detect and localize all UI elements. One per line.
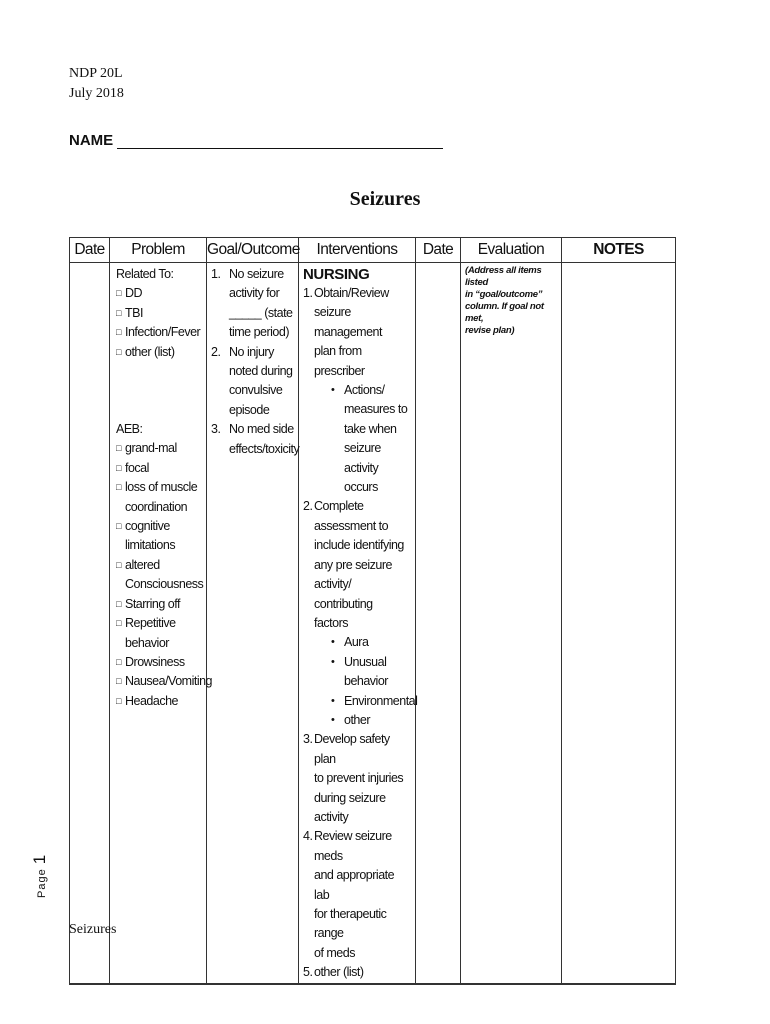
bullet-item: [331, 711, 411, 730]
name-label: NAME: [69, 132, 114, 149]
evaluation-cell[interactable]: [461, 263, 562, 984]
aeb-checkbox-item: □ Repetitive: [116, 614, 206, 633]
step-number: 2.: [303, 499, 313, 514]
evaluation-note-line: (Address all items listed: [465, 265, 542, 288]
step-text: [314, 284, 411, 381]
evaluation-note: [461, 263, 561, 337]
aeb-checkbox-item: □ Starring off: [116, 595, 206, 614]
evaluation-note-line: revise plan): [465, 325, 515, 336]
step-number: 3.: [303, 732, 313, 747]
bullet-line: occurs: [344, 480, 378, 495]
care-plan-table: [69, 237, 676, 985]
step-line: for therapeutic range: [314, 907, 387, 941]
bullet-line: seizure activity: [344, 441, 381, 475]
goal-line: No med side: [229, 422, 294, 437]
related-to-label: Related To:: [116, 267, 174, 281]
spacer: [116, 362, 206, 420]
goal-content: [207, 263, 298, 459]
problem-content: [110, 263, 213, 711]
document-date: July 2018: [69, 86, 124, 101]
bullet-list: [303, 381, 411, 497]
step-line: Review seizure meds: [314, 829, 392, 863]
nursing-heading: NURSING: [303, 266, 370, 283]
goal-item: [211, 343, 294, 421]
aeb-checkbox-item: □ grand-mal: [116, 439, 206, 458]
bullet-item: [331, 692, 418, 711]
table-header-row: [70, 238, 676, 263]
name-row: [69, 132, 443, 149]
course-code: NDP 20L: [69, 66, 123, 81]
goal-item: [211, 420, 300, 459]
notes-cell[interactable]: [562, 263, 676, 984]
goal-text: [229, 420, 299, 459]
aeb-checkbox-item: □ cognitive: [116, 517, 206, 536]
aeb-item-continued: limitations: [125, 538, 176, 553]
aeb-item-continued: behavior: [125, 635, 169, 650]
goal-number: 1.: [211, 267, 221, 281]
step-line: Complete: [314, 499, 364, 514]
bullet-line: • Actions/: [344, 383, 385, 398]
evaluation-note-line: in “goal/outcome”: [465, 289, 543, 300]
intervention-step: [303, 497, 411, 633]
intervention-step: [303, 963, 411, 982]
column-header-problem: Problem: [110, 238, 207, 263]
goal-line: No injury: [229, 344, 274, 359]
intervention-step: [303, 730, 411, 827]
goal-line: activity for: [229, 286, 280, 301]
page-number-mark: [30, 854, 50, 898]
step-line: during seizure activity: [314, 790, 386, 824]
step-line: assessment to: [314, 518, 389, 533]
column-header-date-2: Date: [416, 238, 461, 263]
document-header: [69, 64, 124, 104]
page-title: Seizures: [349, 188, 421, 210]
bullet-line: take when: [344, 421, 397, 436]
step-line: Obtain/Review: [314, 286, 389, 300]
column-header-evaluation: Evaluation: [461, 238, 562, 263]
goal-line: _____ (state: [229, 305, 293, 320]
step-text: [314, 730, 411, 827]
bullet-item: [331, 653, 411, 692]
column-header-goal: Goal/Outcome: [207, 238, 299, 263]
step-number: 1.: [303, 286, 313, 300]
step-line: and appropriate lab: [314, 868, 395, 902]
date-cell[interactable]: [70, 263, 110, 984]
step-line: Develop safety plan: [314, 732, 390, 766]
step-number: 5.: [303, 965, 313, 980]
step-line: to prevent injuries: [314, 771, 404, 786]
step-line: any pre seizure: [314, 557, 392, 572]
step-number: 4.: [303, 829, 313, 844]
intervention-step: [303, 284, 411, 381]
goal-cell: [207, 263, 299, 984]
aeb-item-continued: coordination: [125, 499, 188, 514]
interventions-cell: [299, 263, 416, 984]
column-header-interventions: Interventions: [299, 238, 416, 263]
column-header-notes: NOTES: [562, 238, 676, 263]
goal-line: No seizure: [229, 267, 284, 281]
bullet-line: • Aura: [344, 635, 369, 650]
goal-line: noted during: [229, 364, 293, 379]
bullet-line: • Environmental: [344, 693, 418, 708]
bullet-line: measures to: [344, 402, 408, 417]
step-text: [314, 497, 411, 633]
intervention-step: [303, 827, 411, 963]
bullet-line: behavior: [344, 674, 388, 689]
goal-text: [229, 343, 293, 421]
interventions-content: [299, 263, 418, 983]
aeb-checkbox-item: □ Headache: [116, 692, 206, 711]
step-line: factors: [314, 615, 349, 630]
problem-checkbox-item: □ other (list): [116, 343, 206, 362]
footer-title: Seizures: [69, 922, 117, 937]
problem-checkbox-item: □ TBI: [116, 304, 206, 323]
bullet-list: [303, 633, 418, 730]
step-line: plan from prescriber: [314, 344, 365, 378]
step-line: other (list): [314, 965, 364, 980]
aeb-label: AEB:: [116, 422, 143, 437]
goal-line: time period): [229, 325, 289, 340]
step-line: of meds: [314, 945, 355, 960]
goal-line: episode: [229, 402, 270, 417]
aeb-checkbox-item: □ Nausea/Vomiting: [116, 672, 206, 691]
goal-number: 2.: [211, 344, 221, 359]
page-number: 1: [30, 853, 49, 865]
aeb-checkbox-item: □ focal: [116, 459, 206, 478]
step-text: [314, 963, 364, 982]
aeb-checkbox-item: □ altered: [116, 556, 206, 575]
bullet-line: • Unusual: [344, 654, 387, 669]
step-line: include identifying: [314, 538, 404, 553]
goal-number: 3.: [211, 422, 221, 437]
page-label: Page: [36, 868, 48, 898]
goal-line: effects/toxicity: [229, 441, 300, 456]
aeb-item-continued: Consciousness: [125, 577, 204, 592]
problem-checkbox-item: □ DD: [116, 284, 206, 303]
problem-checkbox-item: □ Infection/Fever: [116, 323, 206, 342]
date-cell-2[interactable]: [416, 263, 461, 984]
bullet-item: [331, 381, 411, 497]
column-header-date: Date: [70, 238, 110, 263]
step-text: [314, 827, 411, 963]
bullet-item: [331, 633, 411, 652]
goal-line: convulsive: [229, 383, 283, 398]
problem-cell: [110, 263, 213, 984]
aeb-checkbox-item: □ Drowsiness: [116, 653, 206, 672]
name-field[interactable]: [117, 132, 443, 149]
step-line: seizure management: [314, 305, 382, 339]
goal-text: [229, 265, 293, 343]
table-row: [70, 263, 676, 984]
evaluation-note-line: column. If goal not met,: [465, 301, 544, 324]
step-line: activity/ contributing: [314, 577, 373, 611]
aeb-checkbox-item: □ loss of muscle: [116, 478, 206, 497]
goal-item: [211, 265, 294, 343]
bullet-line: • other: [344, 712, 370, 727]
